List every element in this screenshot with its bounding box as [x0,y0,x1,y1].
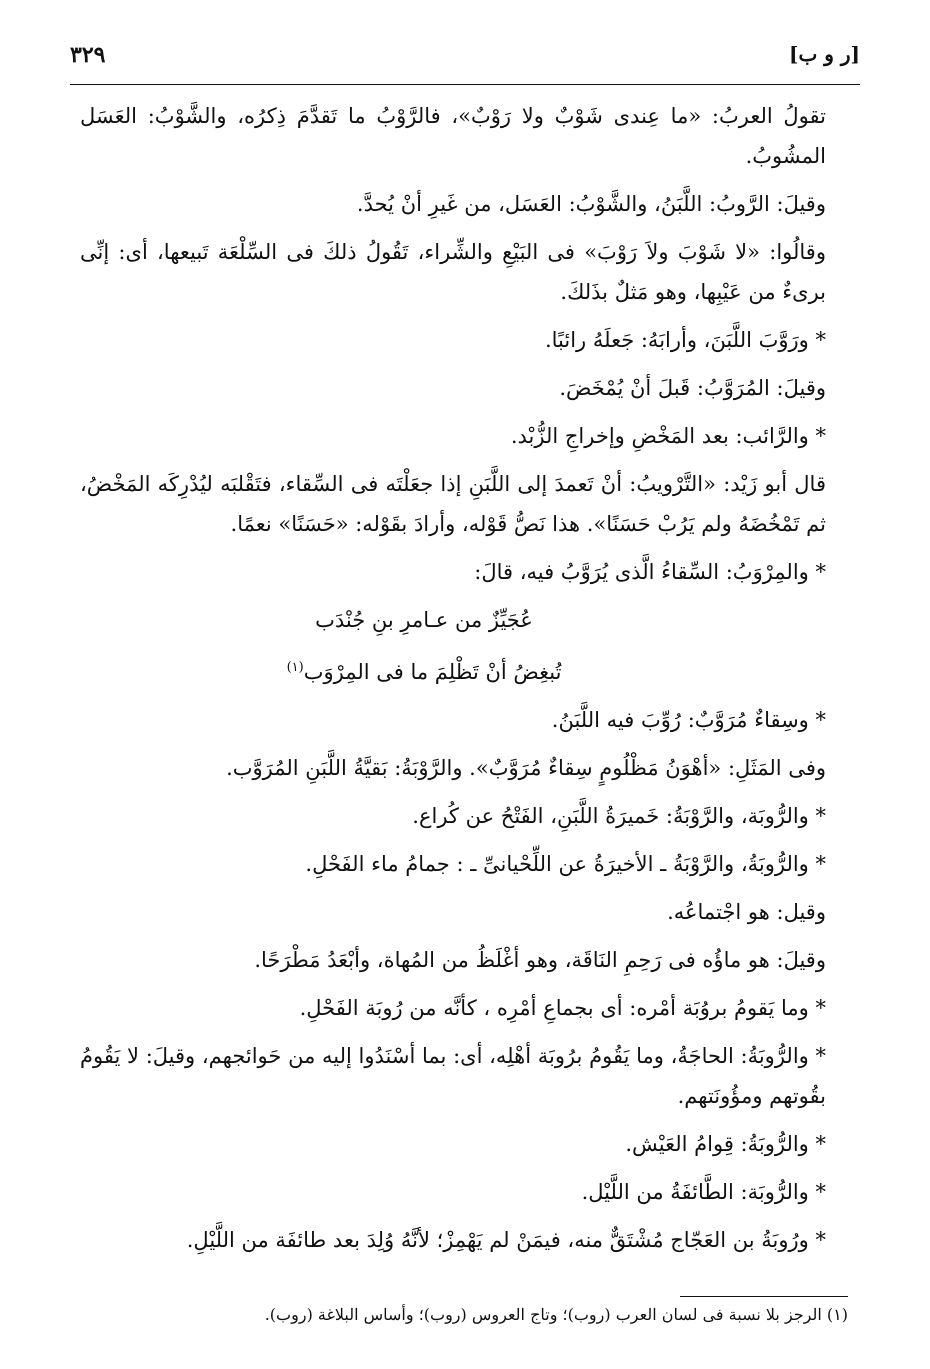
page-header [70,42,860,76]
paragraph: * ورُوبَةُ بن العَجّاج مُشْتَقٌّ منه، فيمَنْ لم يَهْمِزْ؛ لأنَّهُ وُلِدَ بعد طائفَة من اللَّيْلِ. [186,1228,826,1252]
paragraph: * والرُّوبَةُ: قِوامُ العَيْش. [625,1132,826,1156]
paragraph: وقيلَ: الرَّوبُ: اللَّبَنُ، والشَّوْبُ: العَسَل، من غَيرِ أنْ يُحدَّ. [356,192,826,216]
paragraph: * ورَوَّبَ اللَّبَنَ، وأرابَهُ: جَعلَهُ رائبًا. [544,328,826,352]
paragraph: قال أبو زَيْد: «التَّرْويبُ: أنْ تَعمدَ إلى اللَّبَنِ إذا جعَلْتَه فى السِّقاء، فتَقْلبَه ليُدْرِكَه المَخْضُ، ثم تَمْخُضَهُ ولم يَرُبْ حَسَنًا». هذا نَصُّ قَوْله، وأرادَ بقَوْله: «حَسَنًا» نعمًا. [80,472,826,536]
footnote-ref: (١) [286,660,304,675]
verse-line: عُجَيِّزٌ من عـامرِ بنِ جُنْدَب [315,608,533,632]
paragraph: * وما يَقومُ بروُبَة أمْره: أى بجماعِ أمْرِه ، كأنَّه من رُوبَة الفَحْلِ. [299,996,826,1020]
paragraph: وقيلَ: هو ماؤُه فى رَحِمِ النَاقَة، وهو أغْلَظُ من المُهاة، وأبْعَدُ مَطْرَحًا. [254,948,826,972]
paragraph: وفى المَثَلِ: «أهْوَنُ مَظْلُومٍ سِقاءٌ مُرَوَّبٌ». والرَّوْبَةُ: بَقيَّةُ اللَّبَنِ المُرَوَّب. [226,756,826,780]
page-number: ٣٢٩ [70,42,106,68]
header-rule [70,84,860,85]
paragraph: * والرَّائب: بعد المَخْضِ وإخراجِ الزُّبْد. [510,424,826,448]
entry-body [80,96,848,1268]
paragraph: تقولُ العربُ: «ما عِندى شَوْبٌ ولا رَوْبٌ»، فالرَّوْبُ ما تَقدَّمَ ذِكرُه، والشَّوْبُ: العَسَل المشُوبُ. [80,104,826,168]
paragraph: * والرُّوبَة: الطَّائفَةُ من اللَّيْل. [581,1180,826,1204]
paragraph: * والرُّوبَةُ: الحاجَةُ، وما يَقُومُ برُوبَة أهْلِه، أى: بما أسْنَدُوا إليه من حَوائجهم، وقيلَ: لا يَقُومُ بقُوتهم ومؤُونَتهم. [80,1044,826,1108]
footnote: (١) الرجز بلا نسبة فى لسان العرب (روب)؛ وتاج العروس (روب)؛ وأساس البلاغة (روب). [264,1305,848,1324]
paragraph: * والرُّوبَةُ، والرَّوْبَةُ ـ الأخيرَةُ عن اللِّحْيانىِّ ـ : جمامُ ماء الفَحْلِ. [305,852,826,876]
paragraph: وقالُوا: «لا شَوْبَ ولاَ رَوْبَ» فى البَيْعِ والشِّراء، تَقُولُ ذلكَ فى السِّلْعَة تَبيعها، أى: إنِّى برىءٌ من عَيْبِها، وهو مَثلٌ بذَلكَ. [80,240,826,304]
paragraph: * والمِرْوَبُ: السِّقاءُ الَّذى يُرَوَّبُ فيه، قالَ: [474,560,826,584]
paragraph: وقيل: هو اجْتماعُه. [667,900,826,924]
paragraph: * وسِقاءٌ مُرَوَّبٌ: رُوِّبَ فيه اللَّبَنُ. [551,708,826,732]
verse-line [80,648,848,692]
root-heading: [ر و ب] [789,42,860,66]
paragraph: * والرُّوبَة، والرَّوْبَةُ: خَميرَةُ اللَّبَنِ، الفَتْحُ عن كُراع. [412,804,826,828]
verse-text: تُبغِضُ أنْ تَظْلِمَ ما فى المِرْوَب [303,660,562,684]
footnote-rule [680,1296,848,1297]
paragraph: وقيلَ: المُرَوَّبُ: قَبلَ أنْ يُمْخَضَ. [559,376,826,400]
